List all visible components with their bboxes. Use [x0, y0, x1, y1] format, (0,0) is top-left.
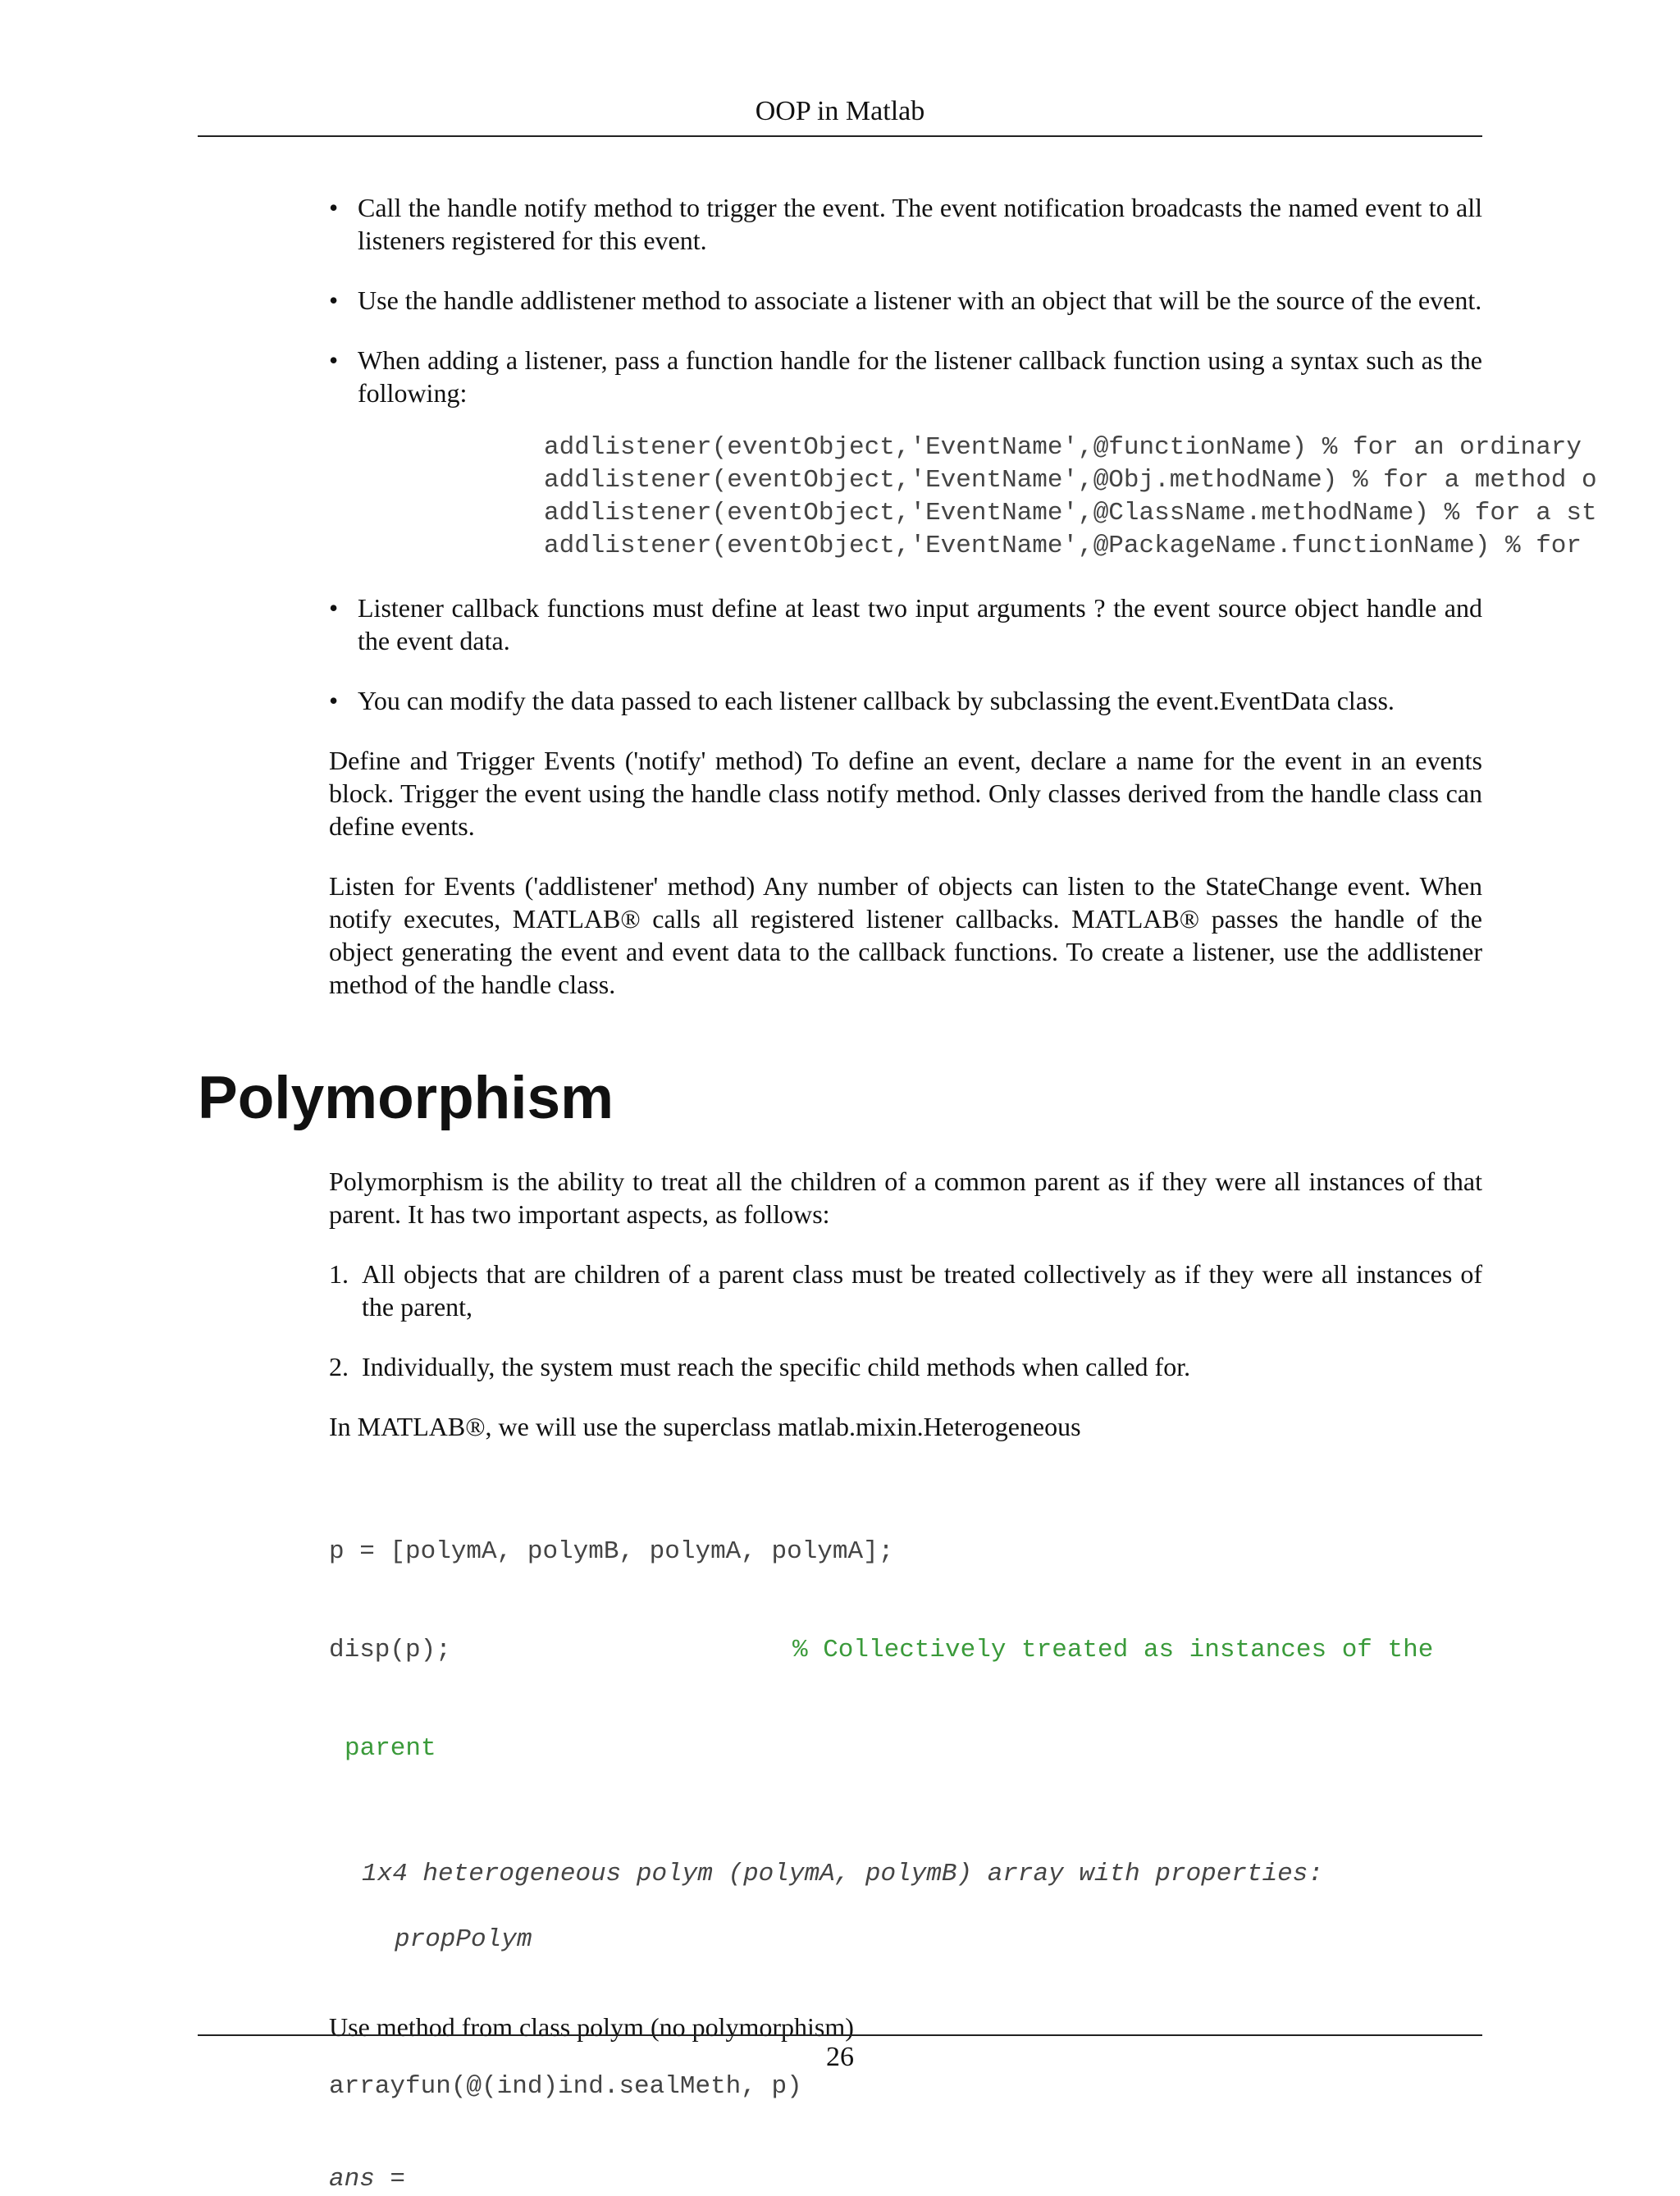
bullet-icon: • — [329, 285, 339, 315]
item-text: All objects that are children of a parent class must be treated collectively as if they were all instances of the parent, — [362, 1259, 1482, 1322]
paragraph-listen-events: Listen for Events ('addlistener' method) Any number of objects can listen to the StateChange event. When notify executes, MATLAB® calls all registered listener callbacks. MATLAB® passes the handle of the object generating the event and event data to the callback functions. To create a listener, use the addlistener method of the handle class. — [329, 871, 1482, 999]
bullet-item — [329, 684, 1482, 717]
bullet-icon: • — [329, 593, 339, 623]
bullet-item — [329, 344, 1482, 409]
code-line: addlistener(eventObject,'EventName',@ClassName.methodName) % for a st — [544, 499, 1597, 527]
bullet-text: Call the handle notify method to trigger the event. The event notification broadcasts the named event to all listeners registered for this event. — [358, 193, 1482, 255]
numbered-item — [329, 1258, 1482, 1323]
superclass-note: In MATLAB®, we will use the superclass matlab.mixin.Heterogeneous — [329, 1412, 1081, 1441]
output-line: propPolym — [395, 1925, 532, 1954]
bullet-icon: • — [329, 193, 339, 222]
numbered-item — [329, 1350, 1482, 1383]
code-comment: % Collectively treated as instances of the — [792, 1636, 1434, 1664]
bullet-item — [329, 591, 1482, 657]
section-intro: Polymorphism is the ability to treat all the children of a common parent as if they were all instances of that parent. It has two important aspects, as follows: — [329, 1166, 1482, 1229]
page-number: 26 — [826, 2042, 854, 2072]
bullet-text: When adding a listener, pass a function handle for the listener callback function using a syntax such as the following: — [358, 345, 1482, 408]
item-text: Individually, the system must reach the specific child methods when called for. — [362, 1352, 1191, 1381]
paragraph-define-events: Define and Trigger Events ('notify' method) To define an event, declare a name for the event in an events block. Trigger the event using the handle class notify method. Only classes derived from the handle class can define events. — [329, 746, 1482, 841]
method-note: Use method from class polym (no polymorphism) — [329, 2012, 854, 2042]
bullet-text: Use the handle addlistener method to associate a listener with an object that will be the source of the event. — [358, 285, 1482, 315]
code-text: disp(p); — [329, 1636, 451, 1664]
bullet-text: You can modify the data passed to each listener callback by subclassing the event.EventData class. — [358, 686, 1395, 715]
footer-rule — [198, 2034, 1482, 2036]
bullet-item — [329, 284, 1482, 317]
code-comment-continued: parent — [345, 1734, 436, 1763]
code-line: arrayfun(@(ind)ind.sealMeth, p) — [329, 2072, 802, 2101]
code-line: addlistener(eventObject,'EventName',@PackageName.functionName) % for — [544, 532, 1582, 560]
code-line: p = [polymA, polymB, polymA, polymA]; — [329, 1537, 894, 1566]
output-line: ans = — [329, 2165, 406, 2194]
bullet-icon: • — [329, 686, 339, 715]
output-line: 1x4 heterogeneous polym (polymA, polymB) array with properties: — [362, 1860, 1323, 1888]
code-block-disp — [329, 1470, 1482, 1831]
code-line: addlistener(eventObject,'EventName',@functionName) % for an ordinary — [544, 433, 1582, 462]
bullet-icon: • — [329, 345, 339, 375]
events-content — [329, 191, 1597, 1028]
bullet-item — [329, 191, 1482, 257]
header-rule — [198, 135, 1482, 137]
listener-code-block — [544, 431, 1680, 563]
code-line — [329, 1634, 1482, 1667]
section-heading: Polymorphism — [198, 1065, 614, 1131]
item-number: 2. — [329, 1352, 349, 1381]
bullet-text: Listener callback functions must define at least two input arguments ? the event source object handle and the event data. — [358, 593, 1482, 655]
code-line: addlistener(eventObject,'EventName',@Obj.methodName) % for a method o — [544, 466, 1597, 495]
item-number: 1. — [329, 1259, 349, 1289]
running-header: OOP in Matlab — [755, 96, 925, 126]
